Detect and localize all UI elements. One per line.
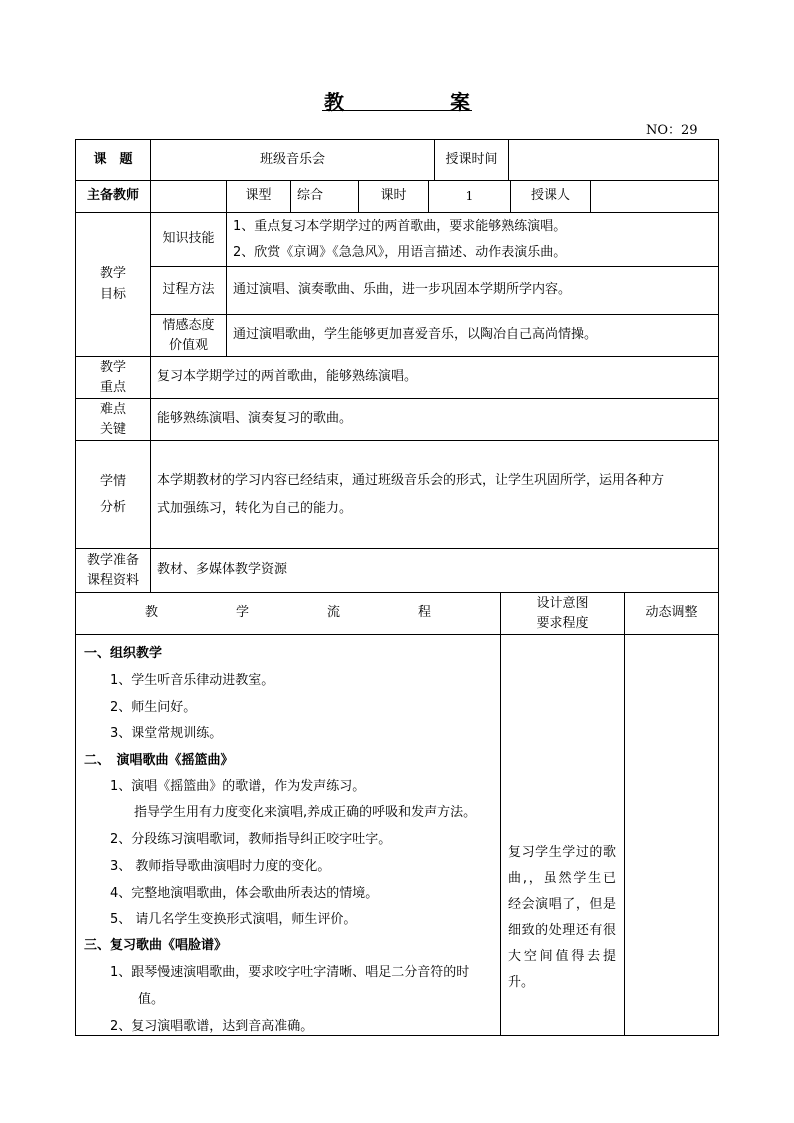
lecturer-value [591, 181, 718, 212]
rule [75, 634, 719, 635]
process-header-char: 学 [235, 605, 249, 621]
process-text: 通过演唱、演奏歌曲、乐曲，进一步巩固本学期所学内容。 [233, 282, 572, 298]
emotion-label-line2: 价值观 [168, 337, 208, 353]
hours-value: 1 [465, 189, 474, 204]
goals-label [76, 213, 150, 356]
teacher-value [151, 181, 226, 212]
goals-label-line1: 教学 [99, 266, 126, 282]
design-note: 复习学生学过的歌曲,，虽然学生已经会演唱了，但是细致的处理还有很大空间值得去提升。 [508, 845, 616, 990]
knowledge-line-1: 1、重点复习本学期学过的两首歌曲，要求能够熟练演唱。 [233, 218, 567, 234]
difficulty-label-line2: 关键 [99, 421, 126, 437]
section-2-item: 4、完整地演唱歌曲，体会歌曲所表达的情境。 [110, 886, 379, 901]
hours-label: 课时 [380, 188, 407, 204]
title-char-2: 案 [450, 90, 470, 114]
time-value [509, 140, 718, 180]
knowledge-text [227, 213, 718, 266]
difficulty-text: 能够熟练演唱、演奏复习的歌曲。 [157, 411, 353, 427]
knowledge-label: 知识技能 [162, 231, 215, 247]
section-2-item: 3、 教师指导歌曲演唱时力度的变化。 [110, 859, 331, 874]
goals-label-line2: 目标 [99, 286, 126, 302]
time-label: 授课时间 [445, 151, 498, 167]
type-label: 课型 [245, 188, 272, 204]
key-point-label [76, 357, 150, 398]
section-2-item: 指导学生用有力度变化来演唱,养成正确的呼吸和发声方法。 [134, 805, 477, 820]
design-header-line2: 要求程度 [536, 615, 589, 631]
lecturer-label: 授课人 [530, 188, 570, 204]
analysis-line-1: 本学期教材的学习内容已经结束，通过班级音乐会的形式，让学生巩固所学，运用各种方 [157, 472, 665, 488]
resources-label [76, 549, 150, 592]
analysis-label-line2: 分析 [99, 499, 126, 515]
key-point-label-line1: 教学 [99, 359, 126, 375]
rule [500, 592, 501, 1035]
process-header [76, 593, 500, 634]
adjust-header: 动态调整 [645, 605, 698, 621]
section-2-item: 5、 请几名学生变换形式演唱，师生评价。 [110, 912, 357, 927]
process-header-char: 程 [417, 605, 431, 621]
resources-label-line2: 课程资料 [86, 572, 139, 588]
doc-number: NO：29 [646, 123, 698, 138]
knowledge-line-2: 2、欣赏《京调》《急急风》，用语言描述、动作表演乐曲。 [233, 244, 567, 260]
topic-label: 课 题 [93, 151, 133, 167]
process-label: 过程方法 [162, 282, 215, 298]
rule [75, 1035, 719, 1036]
section-2-item: 2、分段练习演唱歌词，教师指导纠正咬字吐字。 [110, 832, 392, 847]
section-1-item: 3、课堂常规训练。 [110, 726, 223, 741]
section-3-title: 三、复习歌曲《唱脸谱》 [84, 938, 228, 953]
analysis-text [151, 441, 718, 548]
difficulty-label-line1: 难点 [99, 401, 126, 417]
type-value: 综合 [297, 188, 324, 204]
emotion-text: 通过演唱歌曲，学生能够更加喜爱音乐，以陶冶自己高尚情操。 [233, 327, 598, 343]
process-header-char: 教 [144, 605, 158, 621]
difficulty-label [76, 399, 150, 440]
analysis-label-line1: 学情 [99, 473, 126, 489]
teacher-label: 主备教师 [86, 188, 139, 204]
analysis-line-2: 式加强练习，转化为自己的能力。 [157, 500, 353, 516]
doc-title [322, 86, 472, 114]
key-point-label-line2: 重点 [99, 379, 126, 395]
title-char-1: 教 [324, 90, 344, 114]
emotion-label-line1: 情感态度 [162, 317, 215, 333]
adjust-note [625, 635, 718, 1035]
section-3-item: 值。 [138, 992, 165, 1007]
analysis-label [76, 441, 150, 548]
process-header-char: 流 [326, 605, 340, 621]
design-header-line1: 设计意图 [536, 595, 589, 611]
section-1-item: 1、学生听音乐律动进教室。 [110, 673, 275, 688]
section-3-item: 2、复习演唱歌谱，达到音高准确。 [110, 1019, 314, 1034]
rule [718, 139, 719, 1036]
emotion-label [151, 315, 226, 356]
section-1-title: 一、组织教学 [84, 646, 163, 661]
section-1-item: 2、师生问好。 [110, 700, 197, 715]
key-point-text: 复习本学期学过的两首歌曲，能够熟练演唱。 [157, 369, 418, 385]
section-2-title: 二、 演唱歌曲《摇篮曲》 [84, 753, 234, 768]
resources-label-line1: 教学准备 [86, 552, 139, 568]
design-header [501, 593, 624, 634]
resources-text: 教材、多媒体教学资源 [157, 562, 288, 578]
section-3-item: 1、跟琴慢速演唱歌曲，要求咬字吐字清晰、唱足二分音符的时 [110, 965, 470, 980]
section-2-item: 1、演唱《摇篮曲》的歌谱，作为发声练习。 [110, 779, 366, 794]
topic-value: 班级音乐会 [259, 151, 325, 167]
